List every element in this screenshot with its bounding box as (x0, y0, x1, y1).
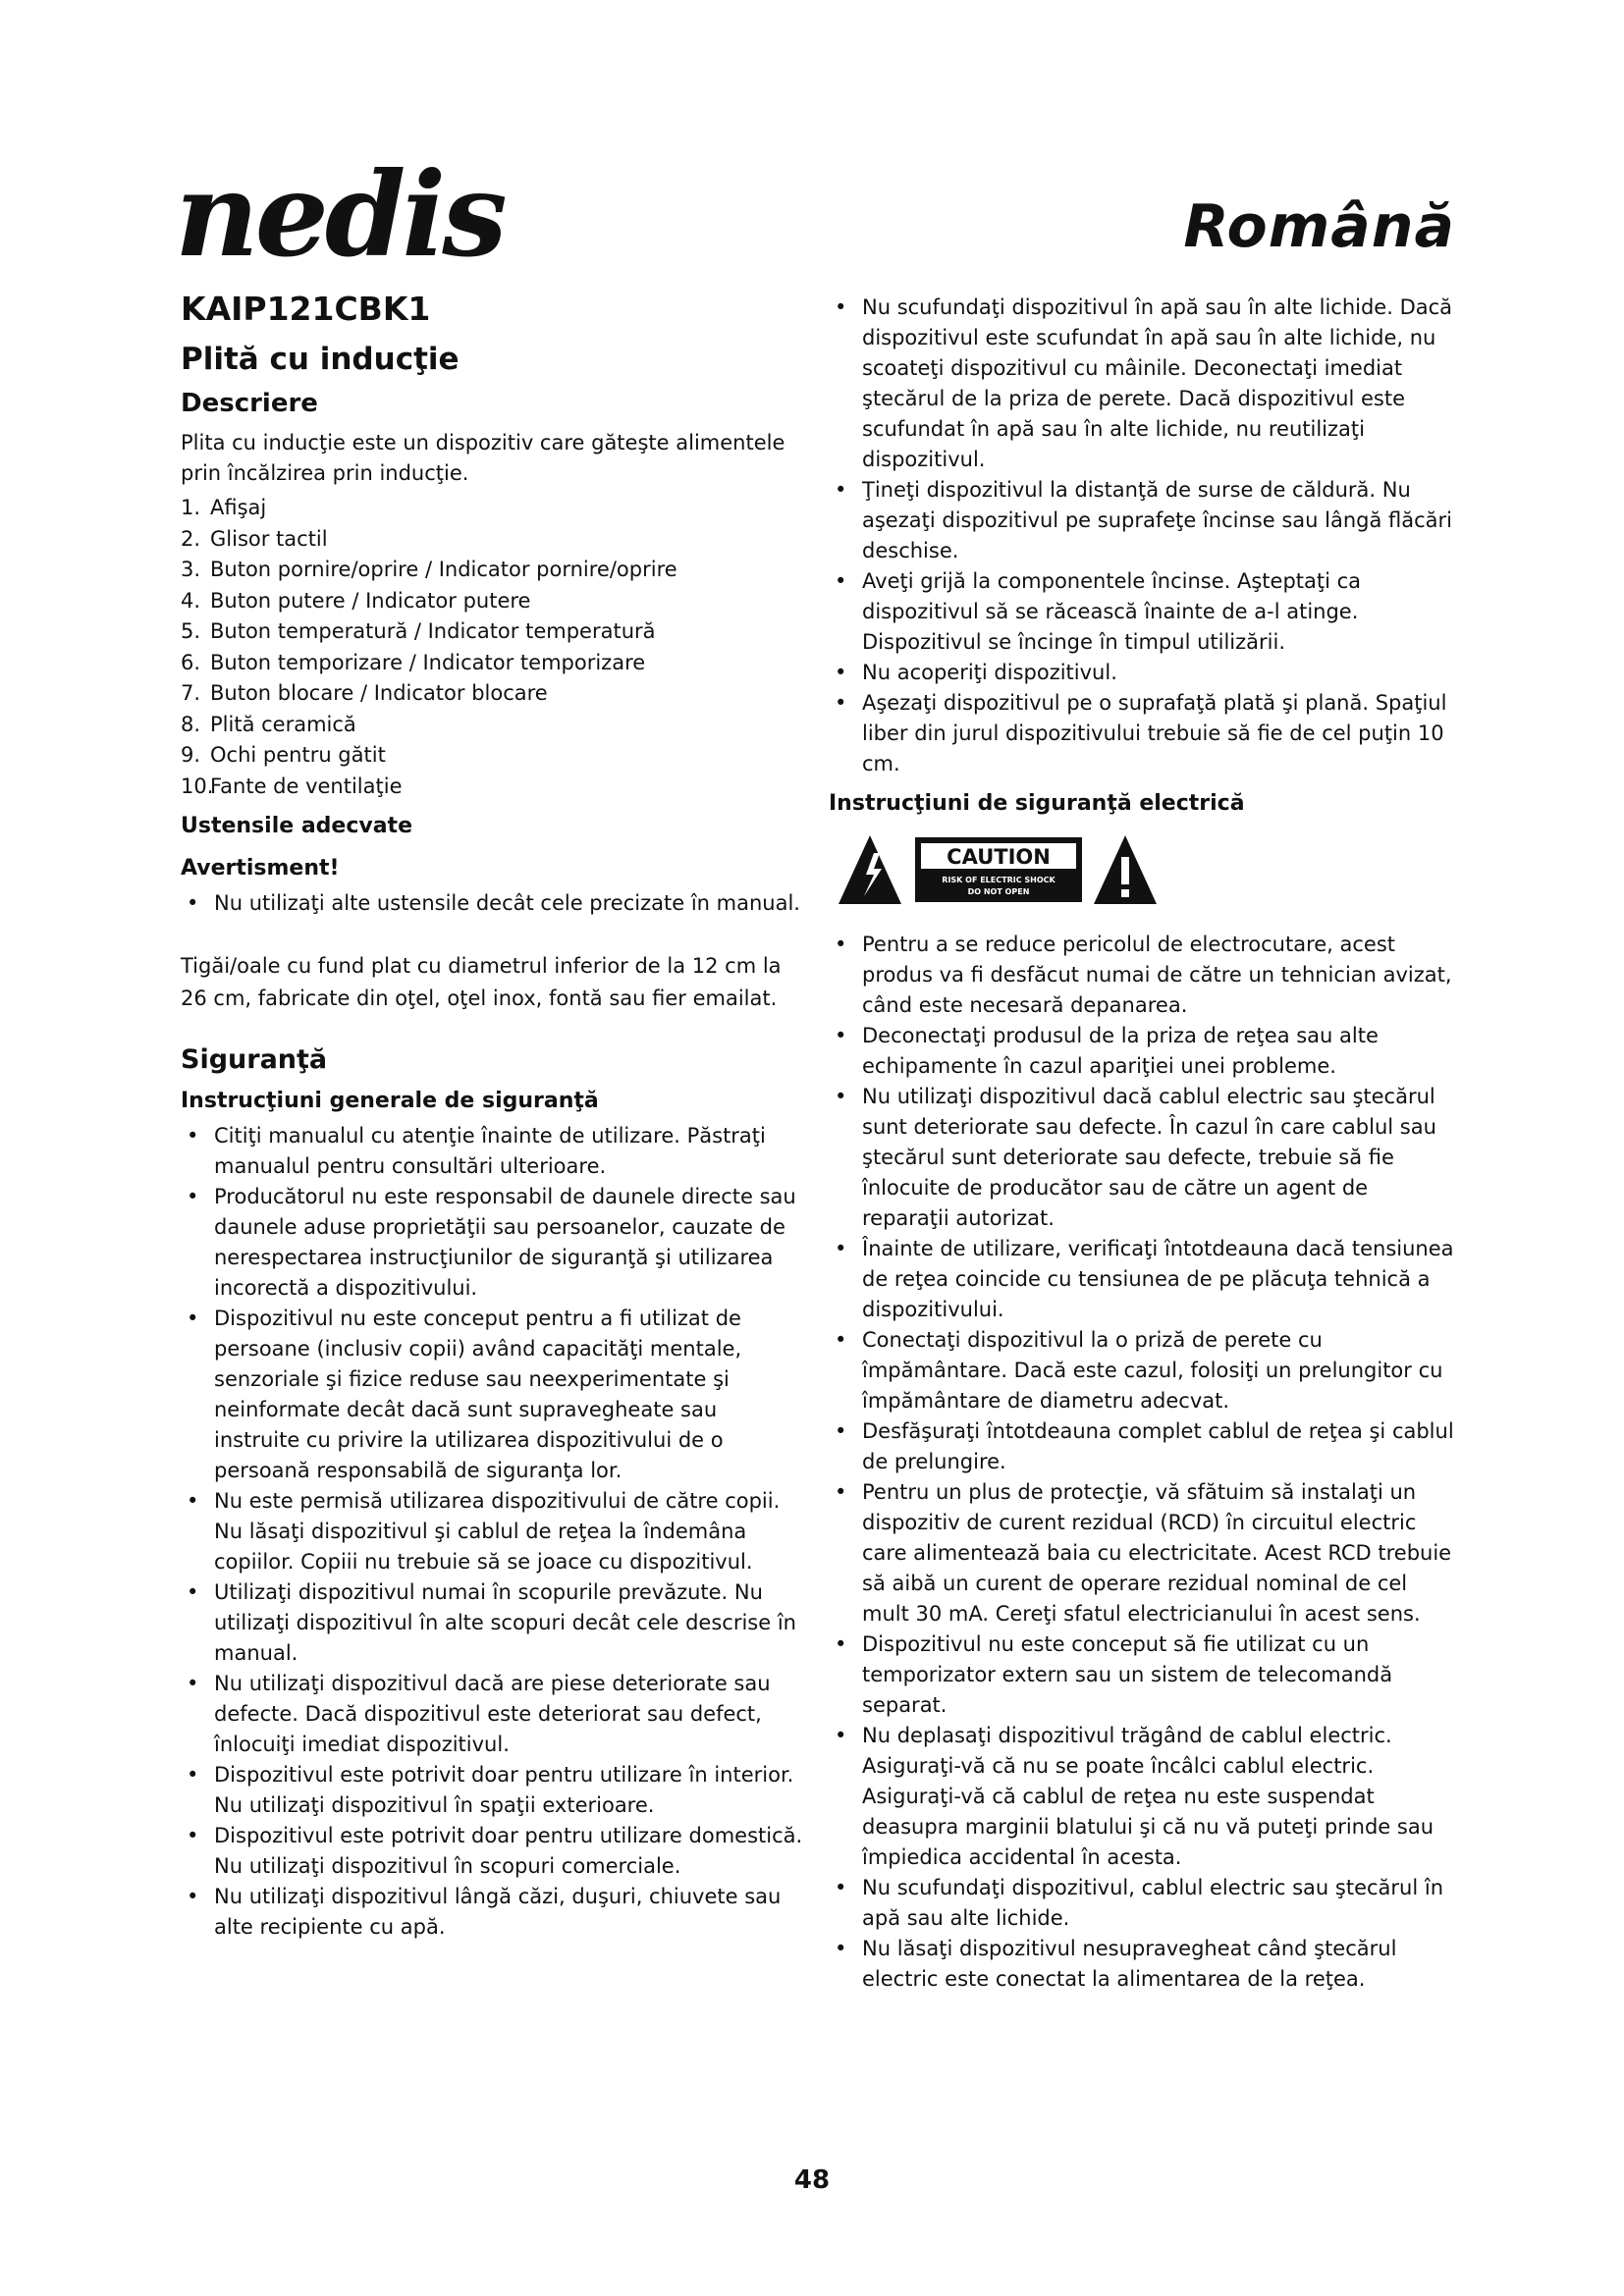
language-title: Română (1183, 192, 1455, 261)
list-item: 6. Buton temporizare / Indicator temporizare (181, 650, 646, 674)
list-item: • Nu scufundaţi dispozitivul, cablul electric sau ştecărul în apă sau alte lichide. (829, 1873, 1457, 1934)
svg-text:DO NOT OPEN: DO NOT OPEN (967, 887, 1030, 896)
svg-text:CAUTION: CAUTION (947, 845, 1051, 869)
list-item: 5. Buton temperatură / Indicator temperatură (181, 619, 656, 643)
electric-heading: Instrucţiuni de siguranţă electrică (829, 791, 1245, 816)
list-item: • Dispozitivul este potrivit doar pentru utilizare în interior. Nu utilizaţi dispozitivul în spaţii exterioare. (181, 1760, 809, 1821)
siguranta-subheading: Instrucţiuni generale de siguranţă (181, 1089, 599, 1113)
left-column (181, 290, 809, 1943)
safety-list-continued (829, 293, 1457, 779)
list-item: • Nu scufundaţi dispozitivul în apă sau în alte lichide. Dacă dispozitivul este scufundat în apă sau în alte lichide, nu scoateţi dispozitivul cu mâinile. Deconectaţi imediat ştecărul de la priza de perete. Dacă dispozitivul este scufundat în apă sau în alte lichide, nu reutilizaţi dispozitivul. (829, 293, 1457, 475)
page-number: 48 (793, 2165, 831, 2195)
product-title: Plită cu inducţie (181, 342, 460, 377)
list-item: • Nu acoperiţi dispozitivul. (829, 658, 1457, 688)
right-column (829, 293, 1457, 1995)
warning-heading: Avertisment! (181, 856, 340, 881)
list-item: • Nu utilizaţi dispozitivul dacă are piese deteriorate sau defecte. Dacă dispozitivul este deteriorat sau defect, înlocuiţi imediat dispozitivul. (181, 1669, 809, 1760)
nedis-logo (175, 147, 636, 285)
list-item: • Deconectaţi produsul de la priza de reţea sau alte echipamente în cazul apariţiei unei probleme. (829, 1021, 1457, 1082)
safety-list (181, 1121, 809, 1943)
list-item: 8. Plită ceramică (181, 712, 356, 736)
ustensile-heading: Ustensile adecvate (181, 814, 412, 838)
svg-text:RISK OF ELECTRIC SHOCK: RISK OF ELECTRIC SHOCK (942, 876, 1056, 884)
list-item: • Aveţi grijă la componentele încinse. Aşteptaţi ca dispozitivul să se răcească înainte de a-l atinge. Dispozitivul se încinge în timpul utilizării. (829, 566, 1457, 658)
list-item: • Aşezaţi dispozitivul pe o suprafaţă plată şi plană. Spaţiul liber din jurul dispozitivului trebuie să fie de cel puţin 10 cm. (829, 688, 1457, 779)
list-item: • Pentru a se reduce pericolul de electrocutare, acest produs va fi desfăcut numai de către un tehnician avizat, când este necesară depanarea. (829, 930, 1457, 1021)
list-item: • Nu utilizaţi dispozitivul lângă căzi, duşuri, chiuvete sau alte recipiente cu apă. (181, 1882, 809, 1943)
caution-label (837, 829, 1161, 908)
list-item: • Înainte de utilizare, verificaţi întotdeauna dacă tensiunea de reţea coincide cu tensiunea de pe plăcuţa tehnică a dispozitivului. (829, 1234, 1457, 1325)
list-item: • Desfăşuraţi întotdeauna complet cablul de reţea şi cablul de prelungire. (829, 1416, 1457, 1477)
list-item: • Ţineţi dispozitivul la distanţă de surse de căldură. Nu aşezaţi dispozitivul pe suprafeţe încinse sau lângă flăcări deschise. (829, 475, 1457, 566)
list-item: • Dispozitivul nu este conceput să fie utilizat cu un temporizator extern sau un sistem de telecomandă separat. (829, 1629, 1457, 1721)
list-item: • Pentru un plus de protecţie, vă sfătuim să instalaţi un dispozitiv de curent rezidual (RCD) în circuitul electric care alimentează baia cu electricitate. Acest RCD trebuie să aibă un curent de operare rezidual nominal de cel mult 30 mA. Cereţi sfatul electricianului în acest sens. (829, 1477, 1457, 1629)
list-item: 3. Buton pornire/oprire / Indicator pornire/oprire (181, 558, 677, 581)
parts-list (181, 493, 809, 802)
ustensile-text: Tigăi/oale cu fund plat cu diametrul inferior de la 12 cm la 26 cm, fabricate din oţel, oţel inox, fontă sau fier emailat. (181, 954, 782, 1010)
descriere-text: Plita cu inducţie este un dispozitiv care găteşte alimentele prin încălzirea prin inducţie. (181, 431, 785, 485)
list-item: • Dispozitivul este potrivit doar pentru utilizare domestică. Nu utilizaţi dispozitivul în scopuri comerciale. (181, 1821, 809, 1882)
list-item: • Nu este permisă utilizarea dispozitivului de către copii. Nu lăsaţi dispozitivul şi cablul de reţea la îndemâna copiilor. Copiii nu trebuie să se joace cu dispozitivul. (181, 1486, 809, 1577)
list-item: • Conectaţi dispozitivul la o priză de perete cu împământare. Dacă este cazul, folosiţi un prelungitor cu împământare de diametru adecvat. (829, 1325, 1457, 1416)
siguranta-heading: Siguranţă (181, 1044, 328, 1075)
list-item: • Citiţi manualul cu atenţie înainte de utilizare. Păstraţi manualul pentru consultări ulterioare. (181, 1121, 809, 1182)
list-item: • Nu utilizaţi alte ustensile decât cele precizate în manual. (181, 888, 809, 919)
model-number: KAIP121CBK1 (181, 290, 431, 328)
list-item: 2. Glisor tactil (181, 526, 328, 551)
warning-list (181, 888, 809, 919)
list-item: 1. Afişaj (181, 496, 267, 519)
electric-safety-list (829, 930, 1457, 1995)
list-item: • Producătorul nu este responsabil de daunele directe sau daunele aduse proprietăţii sau persoanelor, cauzate de nerespectarea instrucţiunilor de siguranţă şi utilizarea incorectă a dispozitivului. (181, 1182, 809, 1304)
list-item: 9. Ochi pentru gătit (181, 743, 386, 767)
descriere-heading: Descriere (181, 389, 318, 418)
svg-text:nedis: nedis (175, 147, 504, 283)
list-item: • Nu deplasaţi dispozitivul trăgând de cablul electric. Asiguraţi-vă că nu se poate încâlci cablul electric. Asiguraţi-vă că cablul de reţea nu este suspendat deasupra marginii blatului şi că nu vă puteţi prinde sau împiedica accidental în acesta. (829, 1721, 1457, 1873)
list-item: • Dispozitivul nu este conceput pentru a fi utilizat de persoane (inclusiv copii) având capacităţi mentale, senzoriale şi fizice reduse sau neexperimentate şi neinformate decât dacă sunt supravegheate sau instruite cu privire la utilizarea dispozitivului de o persoană responsabilă de siguranţa lor. (181, 1304, 809, 1486)
list-item: • Nu lăsaţi dispozitivul nesupravegheat când ştecărul electric este conectat la alimentarea de la reţea. (829, 1934, 1457, 1995)
list-item: • Utilizaţi dispozitivul numai în scopurile prevăzute. Nu utilizaţi dispozitivul în alte scopuri decât cele descrise în manual. (181, 1577, 809, 1669)
list-item: 10.Fante de ventilaţie (181, 774, 403, 798)
list-item: • Nu utilizaţi dispozitivul dacă cablul electric sau ştecărul sunt deteriorate sau defecte. În cazul în care cablul sau ştecărul sunt deteriorate sau defecte, trebuie să fie înlocuite de producător sau de către un agent de reparaţii autorizat. (829, 1082, 1457, 1234)
list-item: 4. Buton putere / Indicator putere (181, 588, 531, 613)
list-item: 7. Buton blocare / Indicator blocare (181, 681, 548, 705)
